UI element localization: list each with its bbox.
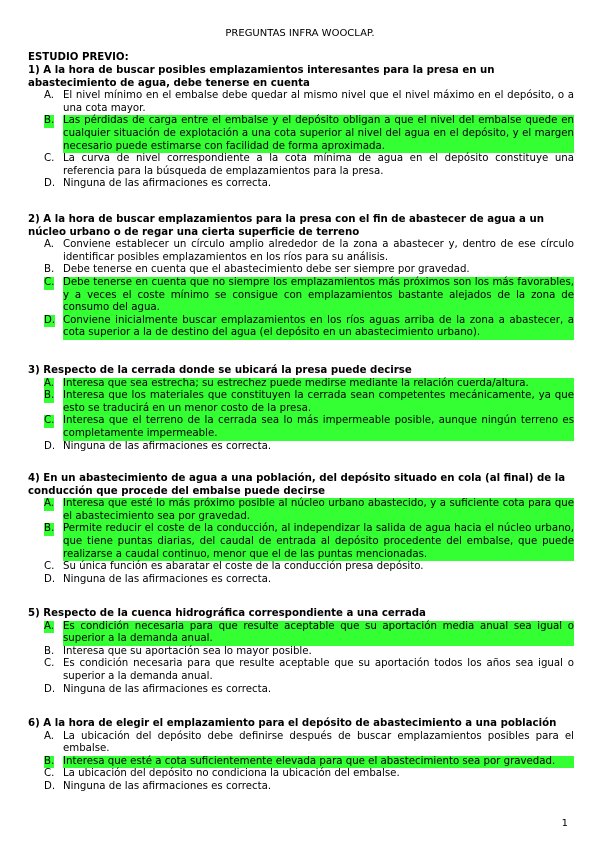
question-statement: A la hora de buscar posibles emplazamientos interesantes para la presa en un abastecimiento de agua, debe tenerse en cuenta bbox=[28, 65, 495, 89]
question-statement: Respecto de la cerrada donde se ubicará la presa puede decirse bbox=[43, 365, 412, 376]
option-c: C. Debe tenerse en cuenta que no siempre los emplazamientos más próximos son los más favorables, y a veces el coste mínimo se consigue con emplazamientos bastante alejados de la zona de consumo del agua. bbox=[44, 276, 574, 314]
question-2 bbox=[28, 214, 574, 340]
option-list bbox=[28, 498, 574, 586]
question-text bbox=[28, 608, 574, 621]
option-list bbox=[28, 90, 574, 191]
question-1 bbox=[28, 65, 574, 191]
page-number: 1 bbox=[561, 818, 568, 829]
question-number: 1) bbox=[28, 65, 40, 76]
question-4 bbox=[28, 473, 574, 586]
question-text bbox=[28, 214, 574, 239]
option-c: C. Interesa que el terreno de la cerrada sea lo más impermeable posible, aunque ningún terreno es completamente impermeable. bbox=[44, 415, 574, 439]
question-6 bbox=[28, 718, 574, 794]
option-d: D. Ninguna de las afirmaciones es correcta. bbox=[44, 683, 272, 695]
option-a: A. Interesa que esté lo más próximo posible al núcleo urbano abastecido, y a suficiente cota para que el abastecimiento sea por gravedad. bbox=[44, 498, 574, 522]
option-c: C. Es condición necesaria para que resulte aceptable que su aportación todos los años sea igual o superior a la demanda anual. bbox=[44, 658, 574, 682]
option-d: D. Ninguna de las afirmaciones es correcta. bbox=[44, 178, 272, 190]
question-text bbox=[28, 473, 574, 498]
option-a: A. Conviene establecer un círculo amplio alrededor de la zona a abastecer y, dentro de ese círculo identificar posibles emplazamientos en los ríos para su análisis. bbox=[44, 239, 574, 263]
question-statement: Respecto de la cuenca hidrográfica correspondiente a una cerrada bbox=[43, 608, 426, 619]
option-b: B. Debe tenerse en cuenta que el abastecimiento debe ser siempre por gravedad. bbox=[44, 264, 470, 276]
option-list bbox=[28, 378, 574, 454]
page-title: PREGUNTAS INFRA WOOCLAP. bbox=[225, 28, 375, 39]
option-b: B. Las pérdidas de carga entre el embalse y el depósito obligan a que el nivel del embalse quede en cualquier situación de explotación a una cota superior al nivel del agua en el depósito, y el margen necesario puede estimarse con facilidad de forma aproximada. bbox=[44, 115, 574, 152]
question-statement: En un abastecimiento de agua a una población, del depósito situado en cola (al final) de la conducción que procede del embalse puede decirse bbox=[28, 473, 566, 497]
option-list bbox=[28, 621, 574, 697]
option-d: D. Conviene inicialmente buscar emplazamientos en los ríos aguas arriba de la zona a abastecer, a cota superior a la de destino del agua (el depósito en un abastecimiento urbano). bbox=[44, 314, 574, 339]
question-number: 6) bbox=[28, 718, 40, 729]
question-number: 4) bbox=[28, 473, 40, 484]
option-b: B. Interesa que esté a cota suficientemente elevada para que el abastecimiento sea por gravedad. bbox=[28, 756, 574, 769]
question-5 bbox=[28, 608, 574, 696]
option-d: D. Ninguna de las afirmaciones es correcta. bbox=[44, 780, 272, 792]
option-a: A. El nivel mínimo en el embalse debe quedar al mismo nivel que el nivel máximo en el depósito, o a una cota mayor. bbox=[44, 90, 574, 114]
question-number: 3) bbox=[28, 365, 40, 376]
question-number: 2) bbox=[28, 214, 40, 225]
option-a: A. La ubicación del depósito debe definirse después de buscar emplazamientos posibles para el embalse. bbox=[44, 730, 574, 755]
option-list bbox=[28, 731, 574, 794]
option-a: A. Es condición necesaria para que resulte aceptable que su aportación media anual sea igual o superior a la demanda anual. bbox=[44, 620, 574, 645]
option-c: C. La ubicación del depósito no condiciona la ubicación del embalse. bbox=[44, 768, 400, 780]
option-b: B. Interesa que los materiales que constituyen la cerrada sean competentes mecánicamente, ya que esto se traducirá en un menor costo de la presa. bbox=[44, 390, 574, 414]
question-statement: A la hora de elegir el emplazamiento para el depósito de abastecimiento a una población bbox=[43, 718, 557, 729]
option-d: D. Ninguna de las afirmaciones es correcta. bbox=[44, 440, 272, 452]
option-c: C. Su única función es abaratar el coste de la conducción presa depósito. bbox=[44, 561, 424, 573]
option-d: D. Ninguna de las afirmaciones es correcta. bbox=[44, 573, 272, 585]
option-list bbox=[28, 239, 574, 340]
question-3 bbox=[28, 365, 574, 453]
question-text bbox=[28, 365, 574, 378]
section-title: ESTUDIO PREVIO: bbox=[28, 52, 129, 63]
option-c: C. La curva de nivel correspondiente a la cota mínima de agua en el depósito constituye una referencia para la búsqueda de emplazamientos para la presa. bbox=[44, 153, 574, 177]
question-text bbox=[28, 718, 574, 731]
option-b: B. Permite reducir el coste de la conducción, al independizar la salida de agua hacia el núcleo urbano, que tiene puntas diarias, del caudal de entrada al depósito procedente del embalse, que puede realizarse a caudal continuo, menor que el de las puntas mencionadas. bbox=[44, 523, 574, 560]
option-a: A. Interesa que sea estrecha; su estrechez puede medirse mediante la relación cuerda/altura. bbox=[28, 378, 574, 391]
question-statement: A la hora de buscar emplazamientos para la presa con el fin de abastecer de agua a un núcleo urbano o de regar una cierta superficie de terreno bbox=[28, 214, 544, 238]
question-number: 5) bbox=[28, 608, 40, 619]
option-b: B. Interesa que su aportación sea lo mayor posible. bbox=[44, 645, 312, 657]
question-text bbox=[28, 65, 574, 90]
